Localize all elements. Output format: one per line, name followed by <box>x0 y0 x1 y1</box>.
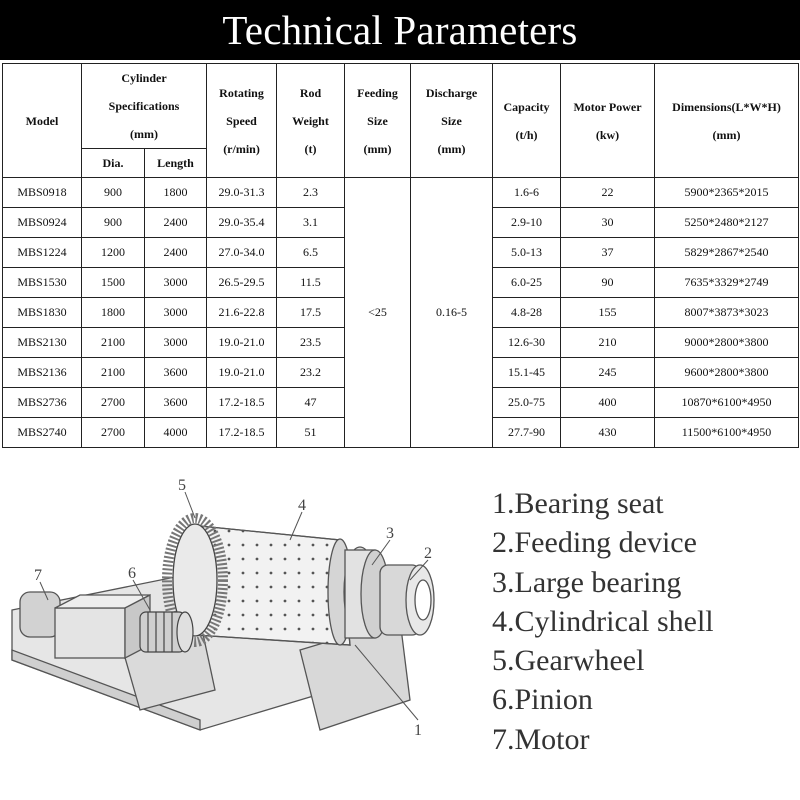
cell-dia: 2100 <box>82 328 145 358</box>
cell-dimensions: 5250*2480*2127 <box>655 208 799 238</box>
cell-model: MBS1830 <box>3 298 82 328</box>
header-length: Length <box>145 149 207 178</box>
callout-4: 4 <box>298 497 306 514</box>
cell-dimensions: 10870*6100*4950 <box>655 388 799 418</box>
cell-capacity: 27.7-90 <box>493 418 561 448</box>
cell-rod-weight: 17.5 <box>277 298 345 328</box>
table-body <box>3 178 799 448</box>
header-capacity: Capacity (t/h) <box>493 64 561 178</box>
cell-motor-power: 400 <box>561 388 655 418</box>
cell-speed: 17.2-18.5 <box>207 418 277 448</box>
cell-capacity: 25.0-75 <box>493 388 561 418</box>
cell-dimensions: 5829*2867*2540 <box>655 238 799 268</box>
callout-5: 5 <box>178 477 186 494</box>
cell-dia: 900 <box>82 208 145 238</box>
cell-dia: 2100 <box>82 358 145 388</box>
cell-motor-power: 30 <box>561 208 655 238</box>
cell-length: 3000 <box>145 268 207 298</box>
legend-item: 3.Large bearing <box>492 565 682 599</box>
cell-motor-power: 155 <box>561 298 655 328</box>
callout-2: 2 <box>424 545 432 562</box>
cell-capacity: 5.0-13 <box>493 238 561 268</box>
cell-speed: 19.0-21.0 <box>207 328 277 358</box>
cell-dia: 900 <box>82 178 145 208</box>
cell-model: MBS1530 <box>3 268 82 298</box>
feeding-device-icon <box>380 565 434 635</box>
callout-7: 7 <box>34 567 42 584</box>
cell-model: MBS1224 <box>3 238 82 268</box>
cell-rod-weight: 6.5 <box>277 238 345 268</box>
cell-discharge-size: 0.16-5 <box>411 178 493 448</box>
callout-1: 1 <box>414 722 422 739</box>
legend-item: 7.Motor <box>492 722 590 756</box>
cell-motor-power: 90 <box>561 268 655 298</box>
callout-6: 6 <box>128 565 136 582</box>
cell-motor-power: 37 <box>561 238 655 268</box>
table-row <box>3 178 799 208</box>
cell-model: MBS2136 <box>3 358 82 388</box>
cell-speed: 29.0-31.3 <box>207 178 277 208</box>
cell-dimensions: 11500*6100*4950 <box>655 418 799 448</box>
cell-length: 4000 <box>145 418 207 448</box>
cell-capacity: 4.8-28 <box>493 298 561 328</box>
parameters-table <box>2 63 799 448</box>
page-title: Technical Parameters <box>222 7 578 53</box>
cell-motor-power: 22 <box>561 178 655 208</box>
cell-capacity: 2.9-10 <box>493 208 561 238</box>
cell-dia: 1800 <box>82 298 145 328</box>
cell-model: MBS0918 <box>3 178 82 208</box>
header-cylinder: Cylinder Specifications (mm) <box>82 64 207 149</box>
cell-model: MBS2736 <box>3 388 82 418</box>
cell-dimensions: 8007*3873*3023 <box>655 298 799 328</box>
header-discharge-size: Discharge Size (mm) <box>411 64 493 178</box>
header-rod-weight: Rod Weight (t) <box>277 64 345 178</box>
cell-motor-power: 245 <box>561 358 655 388</box>
cell-rod-weight: 47 <box>277 388 345 418</box>
legend-item: 2.Feeding device <box>492 526 697 560</box>
cell-motor-power: 430 <box>561 418 655 448</box>
cell-dimensions: 9600*2800*3800 <box>655 358 799 388</box>
cell-model: MBS0924 <box>3 208 82 238</box>
cell-speed: 26.5-29.5 <box>207 268 277 298</box>
cell-length: 2400 <box>145 238 207 268</box>
header-dimensions: Dimensions(L*W*H) (mm) <box>655 64 799 178</box>
pinion-icon <box>140 612 193 652</box>
cell-motor-power: 210 <box>561 328 655 358</box>
cell-dia: 2700 <box>82 418 145 448</box>
legend-item: 6.Pinion <box>492 683 593 717</box>
cell-capacity: 12.6-30 <box>493 328 561 358</box>
callout-3: 3 <box>386 525 394 542</box>
cell-rod-weight: 3.1 <box>277 208 345 238</box>
cell-dia: 1200 <box>82 238 145 268</box>
parts-legend <box>492 484 800 759</box>
cell-model: MBS2740 <box>3 418 82 448</box>
header-rotating-speed: Rotating Speed (r/min) <box>207 64 277 178</box>
cell-length: 3000 <box>145 328 207 358</box>
cell-rod-weight: 2.3 <box>277 178 345 208</box>
cell-length: 1800 <box>145 178 207 208</box>
legend-item: 5.Gearwheel <box>492 644 645 678</box>
cell-dimensions: 7635*3329*2749 <box>655 268 799 298</box>
cell-length: 3600 <box>145 358 207 388</box>
cell-dia: 1500 <box>82 268 145 298</box>
cell-rod-weight: 51 <box>277 418 345 448</box>
header-motor-power: Motor Power (kw) <box>561 64 655 178</box>
cell-rod-weight: 23.2 <box>277 358 345 388</box>
cell-speed: 29.0-35.4 <box>207 208 277 238</box>
cell-model: MBS2130 <box>3 328 82 358</box>
cell-dia: 2700 <box>82 388 145 418</box>
cell-length: 3600 <box>145 388 207 418</box>
cell-dimensions: 9000*2800*3800 <box>655 328 799 358</box>
cell-capacity: 1.6-6 <box>493 178 561 208</box>
cell-speed: 19.0-21.0 <box>207 358 277 388</box>
cell-speed: 21.6-22.8 <box>207 298 277 328</box>
cell-speed: 17.2-18.5 <box>207 388 277 418</box>
cell-rod-weight: 23.5 <box>277 328 345 358</box>
cell-length: 3000 <box>145 298 207 328</box>
cell-feeding-size: <25 <box>345 178 411 448</box>
cell-capacity: 15.1-45 <box>493 358 561 388</box>
cell-dimensions: 5900*2365*2015 <box>655 178 799 208</box>
header-dia: Dia. <box>82 149 145 178</box>
cell-capacity: 6.0-25 <box>493 268 561 298</box>
header-feeding-size: Feeding Size (mm) <box>345 64 411 178</box>
legend-item: 4.Cylindrical shell <box>492 604 714 638</box>
cell-rod-weight: 11.5 <box>277 268 345 298</box>
title-banner <box>0 0 800 60</box>
cell-speed: 27.0-34.0 <box>207 238 277 268</box>
cell-length: 2400 <box>145 208 207 238</box>
header-model: Model <box>3 64 82 178</box>
rod-mill-diagram <box>0 470 470 770</box>
legend-item: 1.Bearing seat <box>492 487 664 520</box>
